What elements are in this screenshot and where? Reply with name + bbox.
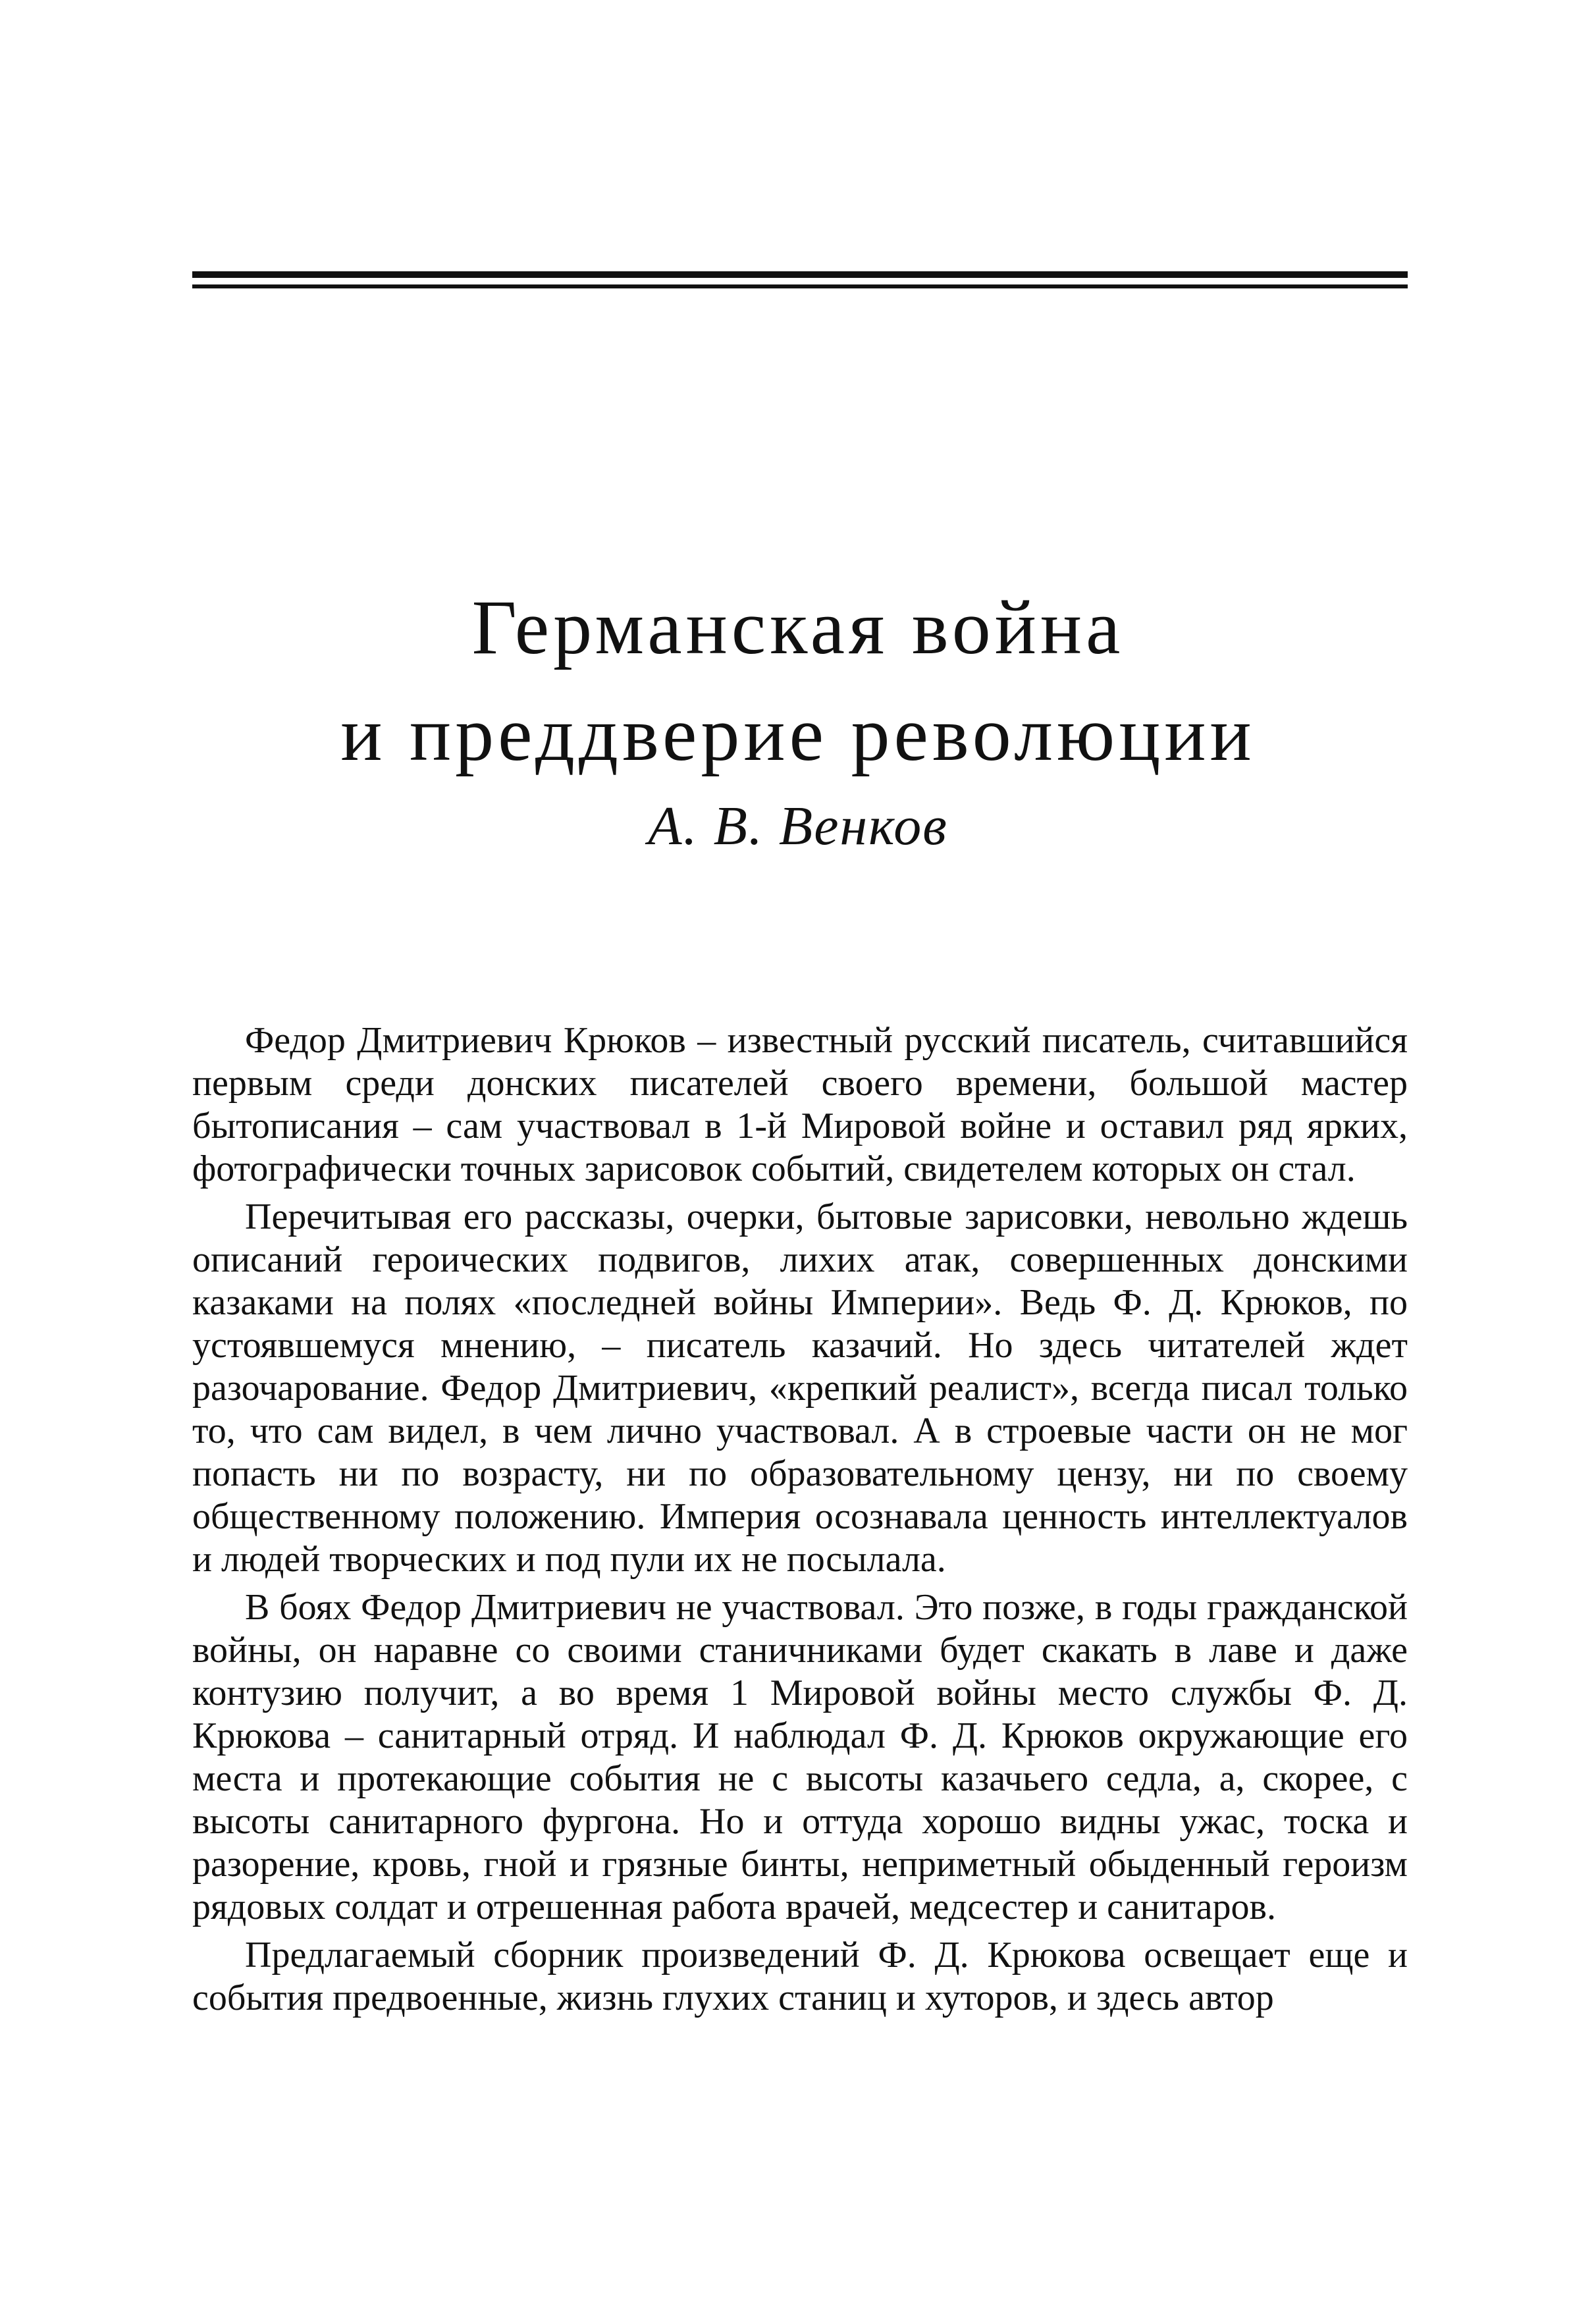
paragraph-2: Перечитывая его рассказы, очерки, бытовые зарисовки, невольно ждешь описаний героических подвигов, лихих атак, совершенных донскими казаками на полях «последней войны Империи». Ведь Ф. Д. Крюков, по устоявшемуся мнению, – писатель казачий. Но здесь читателей ждет разочарование. Федор Дмитриевич, «крепкий реалист», всегда писал только то, что сам видел, в чем лично участвовал. А в строевые части он не мог попасть ни по возрасту, ни по образовательному цензу, ни по своему общественному положению. Империя осознавала ценность интеллектуалов и людей творческих и под пули их не посылала. bbox=[192, 1196, 1408, 1580]
chapter-author: А. В. Венков bbox=[648, 795, 948, 857]
header-rule-thin bbox=[192, 284, 1408, 288]
chapter-title-line-1: Германская война bbox=[471, 584, 1125, 670]
chapter-title-line-2: и преддверие революции bbox=[340, 691, 1256, 777]
paragraph-1: Федор Дмитриевич Крюков – известный русский писатель, считавшийся первым среди донских писателей своего времени, большой мастер бытописания – сам участвовал в 1-й Мировой войне и оставил ряд ярких, фотографически точных зарисовок событий, свидетелем которых он стал. bbox=[192, 1020, 1408, 1189]
paragraph-4: Предлагаемый сборник произведений Ф. Д. Крюкова освещает еще и события предвоенные, жизнь глухих станиц и хуторов, и здесь автор bbox=[192, 1935, 1408, 2018]
body-text bbox=[192, 1019, 1408, 2025]
paragraph-3: В боях Федор Дмитриевич не участвовал. Это позже, в годы гражданской войны, он наравне со своими станичниками будет скакать в лаве и даже контузию получит, а во время 1 Мировой войны место службы Ф. Д. Крюкова – санитарный отряд. И наблюдал Ф. Д. Крюков окружающие его места и протекающие события не с высоты казачьего седла, а, скорее, с высоты санитарного фургона. Но и оттуда хорошо видны ужас, тоска и разорение, кровь, гной и грязные бинты, неприметный обыденный героизм рядовых солдат и отрешенная работа врачей, медсестер и санитаров. bbox=[192, 1587, 1408, 1927]
header-rule-thick bbox=[192, 271, 1408, 278]
